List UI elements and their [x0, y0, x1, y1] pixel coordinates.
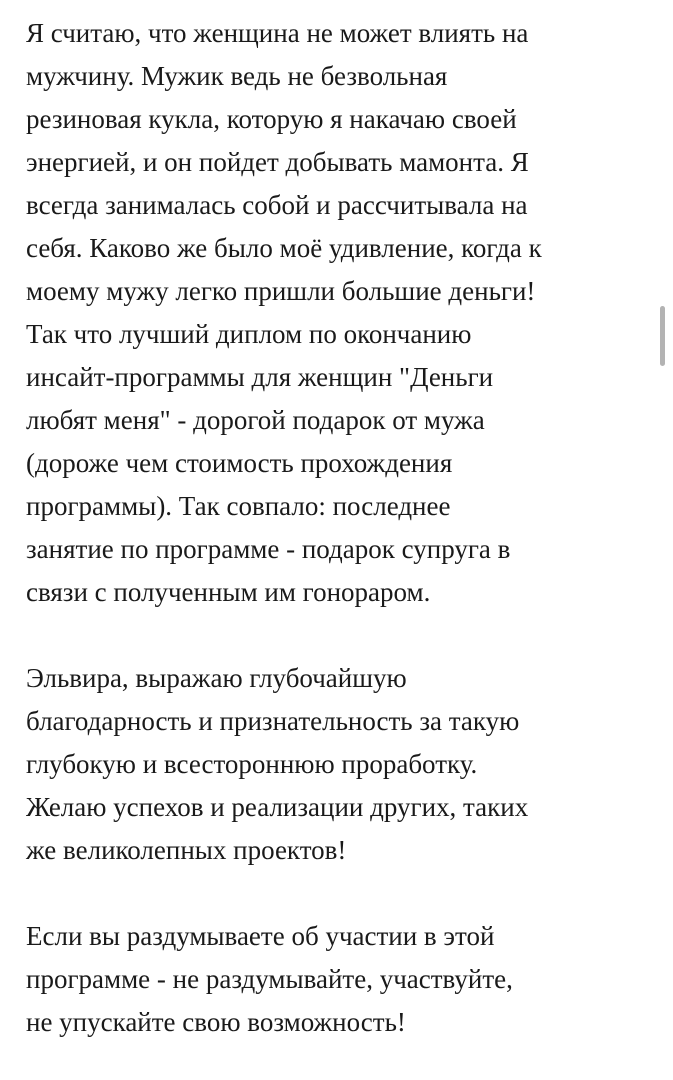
paragraph-review-story: [26, 12, 656, 614]
paragraph-line: программе - не раздумывайте, участвуйте,: [26, 964, 513, 994]
paragraph-line: энергией, и он пойдет добывать мамонта. Я: [26, 147, 529, 177]
paragraph-line: любят меня" - дорогой подарок от мужа: [26, 405, 485, 435]
paragraph-line: Эльвира, выражаю глубочайшую: [26, 663, 407, 693]
paragraph-line: благодарность и признательность за такую: [26, 706, 520, 736]
paragraph-line: мужчину. Мужик ведь не безвольная: [26, 61, 448, 91]
paragraph-gratitude: [26, 657, 656, 872]
paragraph-line: себя. Каково же было моё удивление, когда к: [26, 233, 542, 263]
paragraph-line: моему мужу легко пришли большие деньги!: [26, 276, 536, 306]
paragraph-line: не упускайте свою возможность!: [26, 1007, 406, 1037]
paragraph-call-to-action: [26, 915, 656, 1044]
paragraph-line: занятие по программе - подарок супруга в: [26, 534, 511, 564]
paragraph-line: Если вы раздумываете об участии в этой: [26, 921, 495, 951]
paragraph-line: связи с полученным им гонораром.: [26, 577, 431, 607]
vertical-scrollbar-thumb[interactable]: [660, 306, 665, 366]
paragraph-line: Я считаю, что женщина не может влиять на: [26, 18, 529, 48]
paragraph-line: (дороже чем стоимость прохождения: [26, 448, 453, 478]
paragraph-line: Желаю успехов и реализации других, таких: [26, 792, 529, 822]
paragraph-line: глубокую и всестороннюю проработку.: [26, 749, 478, 779]
paragraph-line: инсайт-программы для женщин "Деньги: [26, 362, 494, 392]
paragraph-line: программы). Так совпало: последнее: [26, 491, 451, 521]
article-body: [26, 12, 656, 1044]
paragraph-line: же великолепных проектов!: [26, 835, 347, 865]
paragraph-line: Так что лучший диплом по окончанию: [26, 319, 472, 349]
paragraph-line: всегда занималась собой и рассчитывала на: [26, 190, 528, 220]
paragraph-line: резиновая кукла, которую я накачаю своей: [26, 104, 517, 134]
